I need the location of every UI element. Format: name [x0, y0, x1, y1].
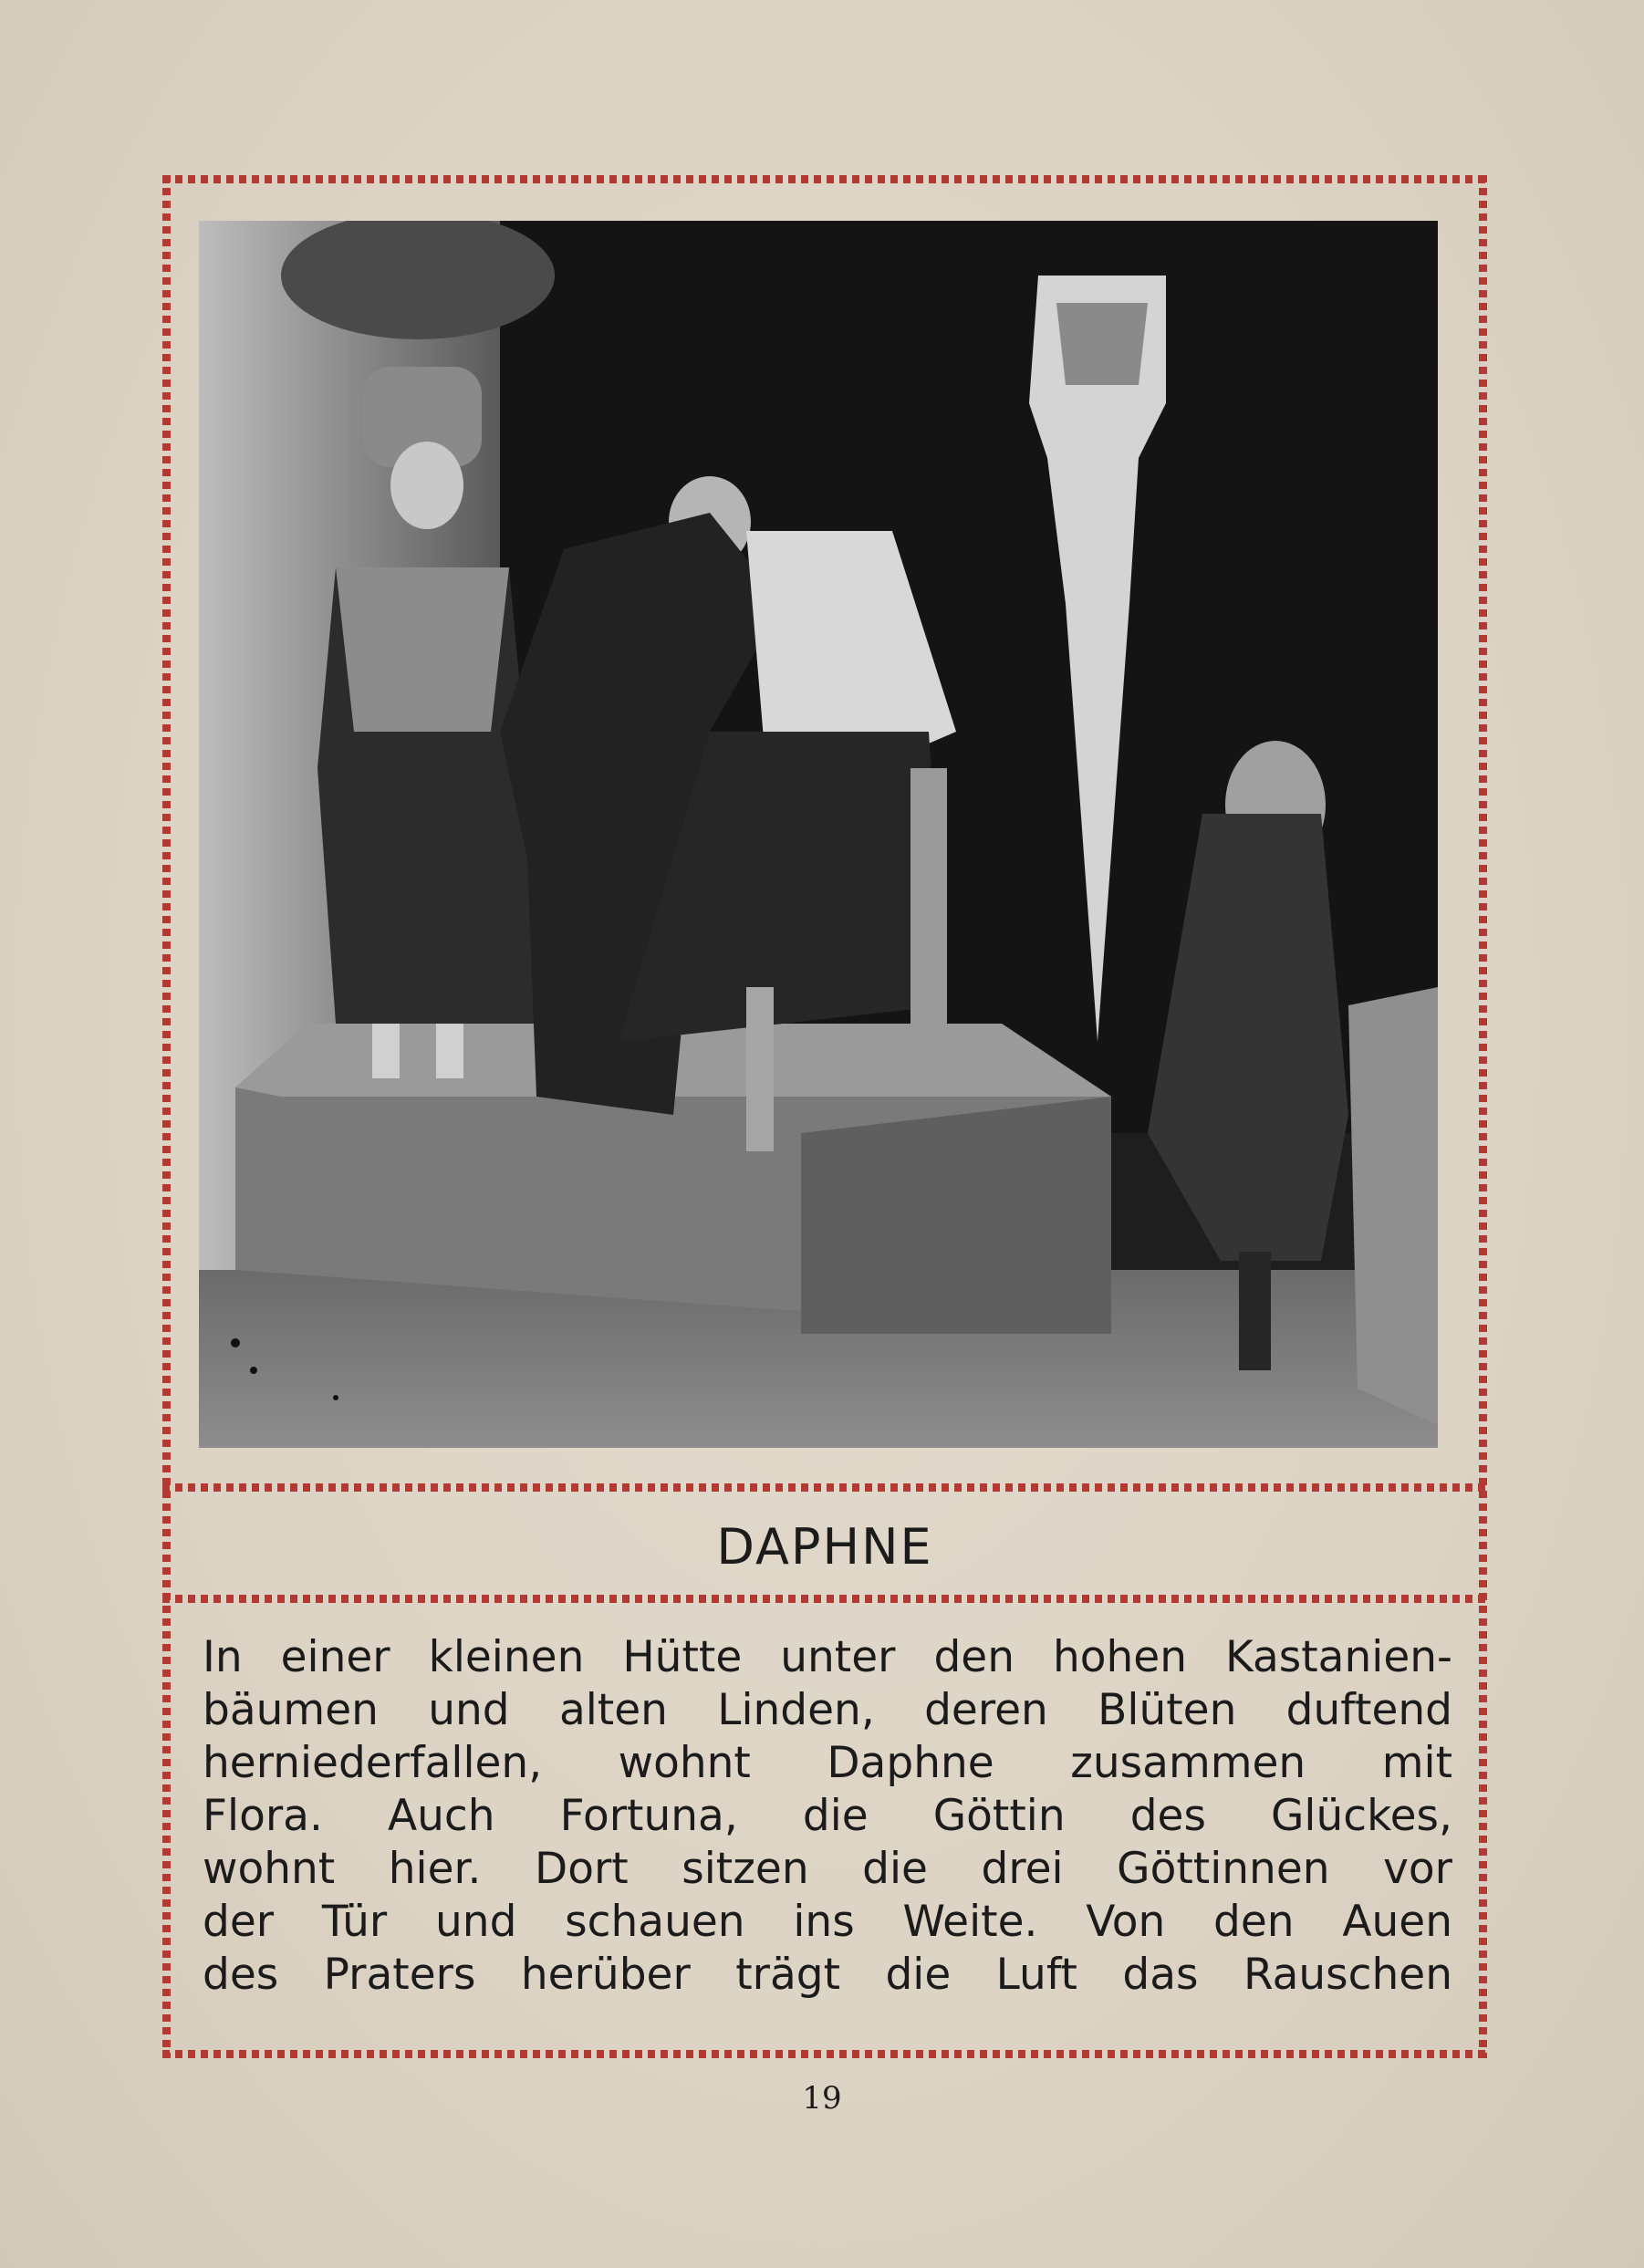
body-paragraph: [203, 1631, 1452, 2002]
body-line: des Praters herüber trägt die Luft das Rauschen: [203, 1950, 1452, 2000]
body-line: der Tür und schauen ins Weite. Von den Auen: [203, 1897, 1452, 1947]
body-line: In einer kleinen Hütte unter den hohen Kastanien-: [203, 1632, 1452, 1682]
page-number: 19: [802, 2080, 842, 2117]
body-line: Flora. Auch Fortuna, die Göttin des Glückes,: [203, 1791, 1452, 1841]
body-line: herniederfallen, wohnt Daphne zusammen mit: [203, 1738, 1452, 1788]
body-line: wohnt hier. Dort sitzen die drei Göttinnen vor: [203, 1844, 1452, 1894]
scene-photograph: [199, 221, 1438, 1448]
page-title: DAPHNE: [716, 1517, 933, 1576]
body-line: bäumen und alten Linden, deren Blüten duftend: [203, 1685, 1452, 1735]
